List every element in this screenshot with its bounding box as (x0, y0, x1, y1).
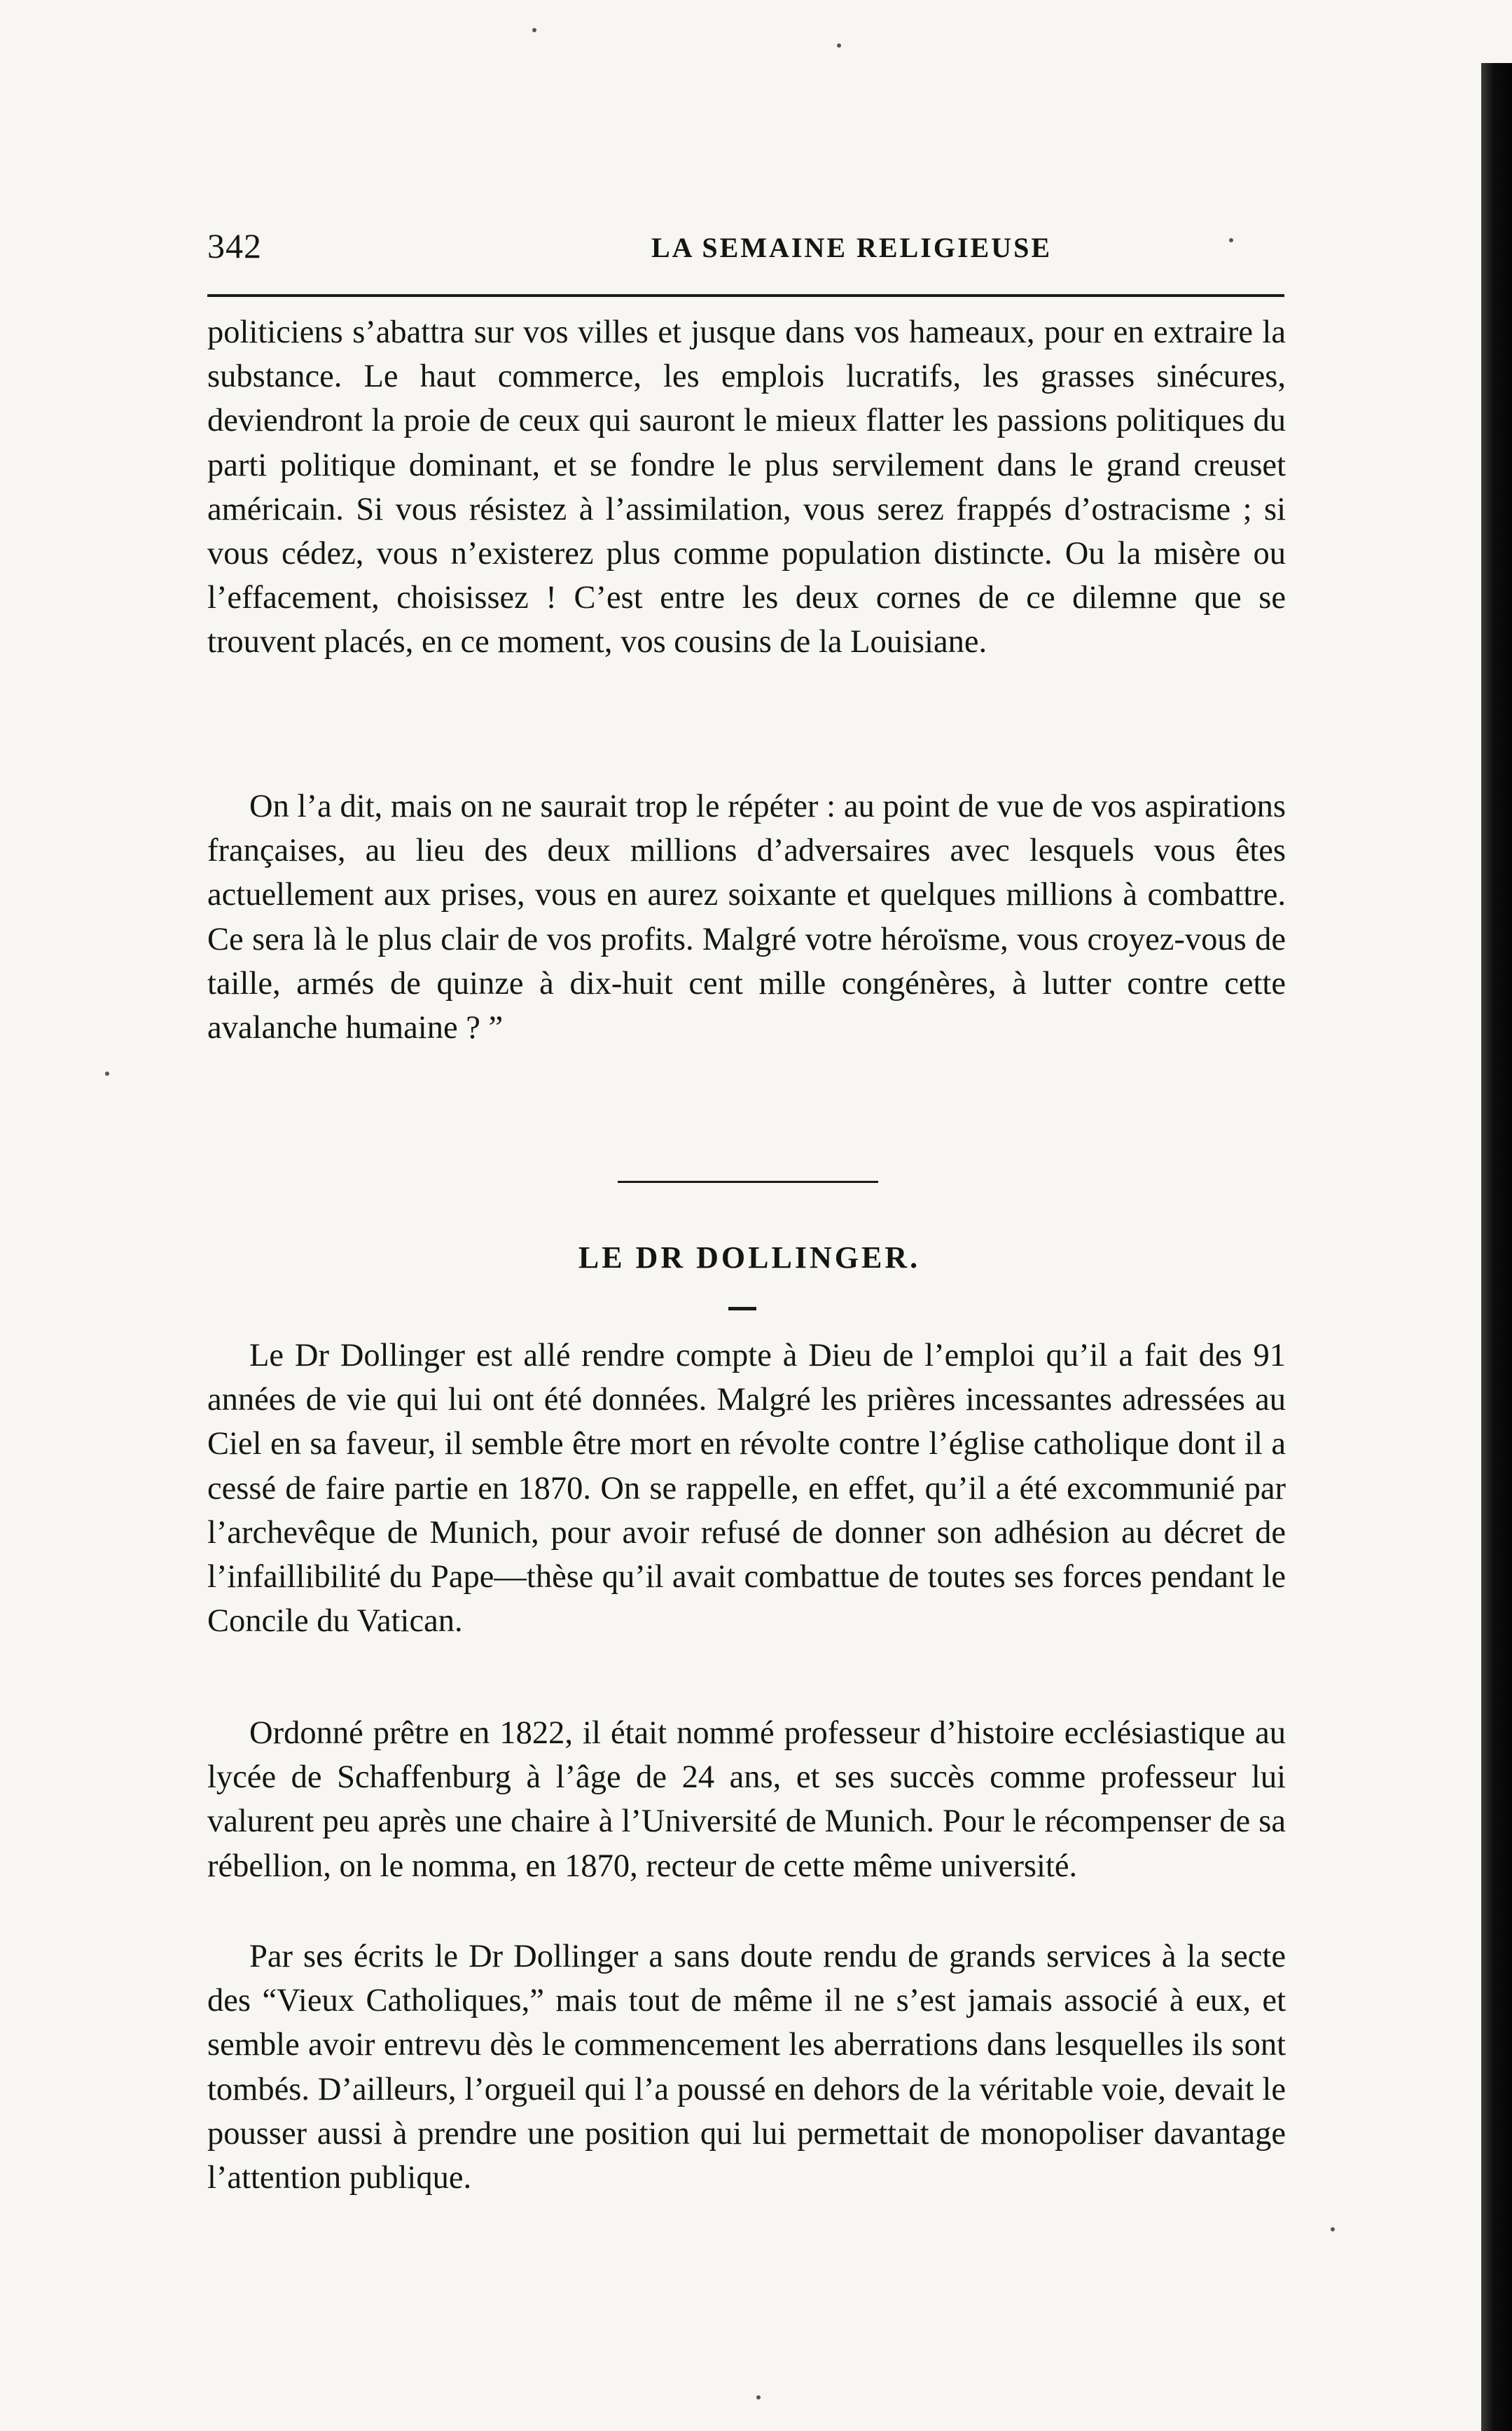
paragraph-text: Le Dr Dollinger est allé rendre compte à Dieu de l’emploi qu’il a fait des 91 années de vie qui lui ont été données. Malgré les prières incessantes adressées au Ciel en sa faveur, il semble être mort en révolte contre l’église catholique dont il a cessé de faire partie en 1870. On se rappelle, en effet, qu’il a été excommunié par l’archevêque de Munich, pour avoir refusé de donner son adhésion au décret de l’infaillibilité du Pape—thèse qu’il avait combattue de toutes ses forces pendant le Concile du Vatican. (207, 1338, 1286, 1640)
scan-speck (1331, 2227, 1335, 2231)
title-dash (728, 1307, 756, 1310)
paragraph-text: Ordonné prêtre en 1822, il était nommé professeur d’histoire ecclésiastique au lycée de Schaffenburg à l’âge de 24 ans, et ses succès comme professeur lui valurent peu après une chaire à l’Université de Munich. Pour le récompenser de sa rébellion, on le nomma, en 1870, recteur de cette même université. (207, 1715, 1286, 1884)
page-header (207, 226, 1284, 275)
header-rule (207, 294, 1284, 297)
paragraph-text: politiciens s’abattra sur vos villes et jusque dans vos hameaux, pour en extraire la substance. Le haut commerce, les emplois lucratifs, les grasses sinécures, deviendront la proie de ceux qui sauront le mieux flatter les passions politiques du parti politique dominant, et se fondre le plus servilement dans le grand creuset américain. Si vous résistez à l’assimilation, vous serez frappés d’ostracisme ; si vous cédez, vous n’existerez plus comme population distincte. Ou la misère ou l’effacement, choisissez ! C’est entre les deux cornes de ce dilemne que se trouvent placés, en ce moment, vos cousins de la Louisiane. (207, 314, 1286, 660)
continuation-paragraph-2 (207, 784, 1286, 1050)
paragraph-text: Par ses écrits le Dr Dollinger a sans doute rendu de grands services à la secte des “Vieux Catholiques,” mais tout de même il ne s’est jamais associé à eux, et semble avoir entrevu dès le commencement les aberrations dans lesquelles ils sont tombés. D’ailleurs, l’orgueil qui l’a poussé en dehors de la véritable voie, devait le pousser aussi à prendre une position qui lui permettait de monopoliser davantage l’attention publique. (207, 1939, 1286, 2196)
scan-shadow-edge (1481, 63, 1512, 2431)
section-separator-rule (618, 1181, 878, 1183)
scan-speck (837, 43, 841, 48)
scan-speck (756, 2395, 761, 2399)
scan-speck (105, 1072, 109, 1076)
section-paragraph-2 (207, 1711, 1286, 1888)
scan-speck (532, 28, 536, 32)
running-head: LA SEMAINE RELIGIEUSE (651, 232, 1053, 263)
page-number: 342 (207, 226, 262, 265)
paragraph-text: On l’a dit, mais on ne saurait trop le répéter : au point de vue de vos aspirations françaises, au lieu des deux millions d’adversaires avec lesquels vous êtes actuellement aux prises, vous en aurez soixante et quelques millions à combattre. Ce sera là le plus clair de vos profits. Malgré votre héroïsme, vous croyez-vous de taille, armés de quinze à dix-huit cent mille congénères, à lutter contre cette avalanche humaine ? ” (207, 789, 1286, 1046)
continuation-paragraph (207, 310, 1286, 665)
section-paragraph-3 (207, 1934, 1286, 2200)
scan-speck (1229, 238, 1233, 242)
section-title: LE DR DOLLINGER. (578, 1240, 921, 1275)
section-paragraph-1 (207, 1334, 1286, 1643)
